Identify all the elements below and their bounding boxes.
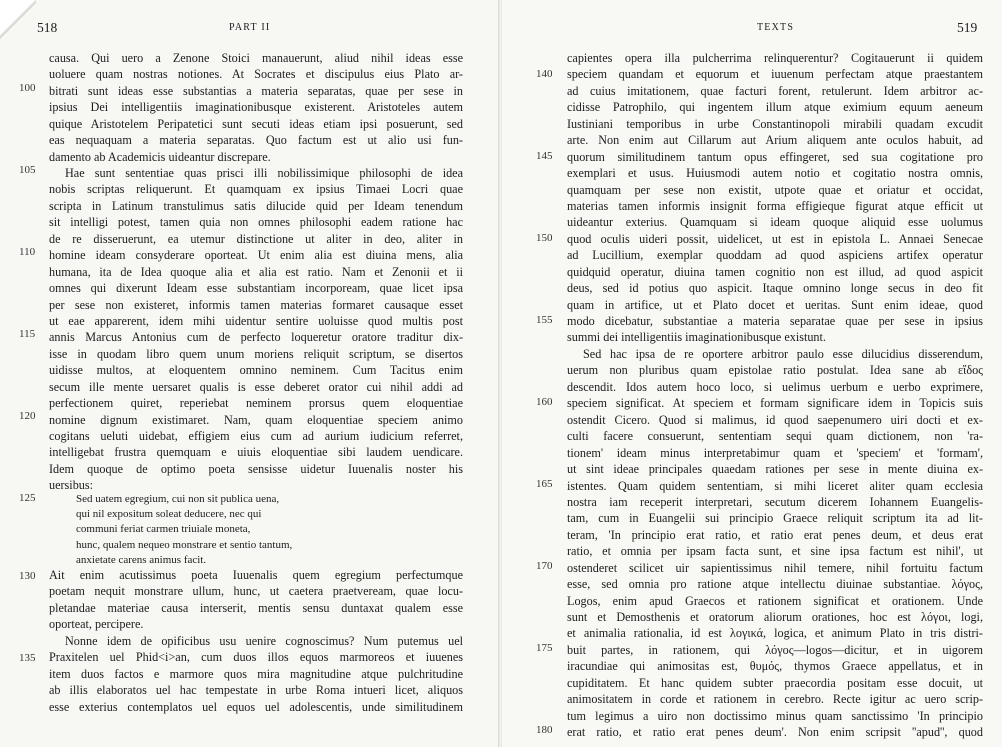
verse-line: communi feriat carmen triuiale moneta, — [76, 523, 251, 536]
text-line: eas nequaquam a materia separatas. Quo factum est ut alio usi fun- — [49, 133, 463, 148]
text-line: summi dei intelligentiis imaginationibusque existunt. — [567, 330, 826, 345]
text-line: quique Aristotelem Peripatetici sunt secuti ideas etiam ipsi posuerunt, sed — [49, 116, 463, 131]
left-paragraph-1 — [49, 50, 463, 165]
text-line: quod oculis uideri possit, uidelicet, ut est in epistola L. Annaei Senecae — [567, 231, 983, 246]
right-running-head: TEXTS — [757, 22, 795, 33]
text-line: bitrati sunt ideas esse substantias a materia separatas, quae per sese in — [49, 83, 463, 98]
text-line: annis Marcus Antonius cum de perfecto loqueretur oratore traditur dix- — [49, 330, 463, 345]
line-number: 105 — [19, 164, 36, 176]
text-line: teram, 'In principio erat ratio, et ratio erat penes deum, et deus erat — [567, 527, 983, 542]
line-number: 170 — [536, 560, 553, 572]
line-number: 155 — [536, 314, 553, 326]
verse-line: Sed uatem egregium, cui non sit publica uena, — [76, 493, 280, 505]
text-line: tam, cum in Euangelii sui principio Graece reliquit scriptum ita ad lit- — [567, 511, 983, 526]
text-line: cidisse Patrophilo, qui ingentem illum atque eximium equum aeneum — [567, 100, 983, 115]
text-line: quidquid operatur, diuina tamen cognitio non est illud, ad quod aspicit — [567, 264, 983, 279]
text-line: item duos factos e marmore quos mira magnitudine atque pulchritudine — [49, 666, 463, 681]
text-line: per sese non existeret, informis tamen materias formaret causaque esset — [49, 297, 463, 312]
line-number: 130 — [19, 570, 36, 582]
text-line: isse in quodam libro quem unum moriens reliquit scriptum, se disertos — [49, 346, 463, 361]
text-line: buit partes, in rationem, qui λόγος—logos—dicitur, et in uigorem — [567, 642, 983, 657]
left-page-number: 518 — [37, 20, 58, 35]
text-line: pletandae materiae causa interserit, mentis sensu duntaxat qualem esse — [49, 600, 463, 615]
text-line: humana, ita de Idea quoque alia et alia est ratio. Nam et Zenonii et ii — [49, 264, 463, 279]
right-page — [502, 0, 1002, 747]
text-line: damento ab Academicis uideantur discrepare. — [49, 149, 271, 164]
right-paragraph-2 — [567, 346, 983, 741]
line-number: 180 — [536, 724, 553, 736]
line-number: 160 — [536, 396, 553, 408]
text-line: ut sint ideae principales quaedam rationes per sese in mente diuina ex- — [567, 462, 983, 477]
text-line: poetam nequit monstrare ullum, hunc, ut caetera praetveream, quae locu- — [49, 584, 463, 599]
text-line: Idem quoque de optimo poeta sensisse uidetur Iuuenalis noster his — [49, 461, 463, 476]
text-line: cupiditatem. Et hanc quidem subter praecordia positam esse docuit, ut — [567, 675, 983, 690]
left-paragraph-4 — [49, 633, 463, 715]
verse-line: anxietate carens animus facit. — [76, 553, 207, 566]
text-line: uersibus: — [49, 478, 94, 493]
text-line: et animalia rationalia, id est λογικά, logica, et animum Plato in tris distri- — [567, 626, 983, 641]
text-line: capientes opera illa pulcherrima relinquerentur? Cogitauerunt ii quidem — [567, 51, 983, 65]
left-paragraph-3 — [49, 567, 463, 633]
line-number: 115 — [19, 328, 36, 340]
left-running-head: PART II — [229, 22, 271, 33]
line-number: 175 — [536, 642, 553, 654]
line-number: 165 — [536, 478, 553, 490]
text-line: ratio, et omnia per ipsam facta sunt, et sine ipsa factum est nihil', ut — [567, 544, 983, 559]
text-line: homine ideam consyderare oporteat. Ut enim alia est diuina mens, alia — [49, 248, 463, 263]
text-line: oporteat, percipere. — [49, 617, 144, 632]
text-line: esse exterius contemplatos uel equos uel adolescentis, unde similitudinem — [49, 699, 463, 714]
text-line: esse, sed omnia pro ratione atque intellectu diuinae substantiae. λόγος, — [567, 577, 983, 592]
verse-line: qui nil expositum soleat deducere, nec qui — [76, 508, 262, 521]
text-line: animositatem in corde et rationem in cerebro. Recte igitur ac uero scrip- — [567, 692, 983, 707]
page-curl — [0, 0, 36, 40]
text-line: ab illis elaboratos uel hac tempestate in urbe Roma intueri licet, aliquos — [49, 683, 463, 698]
line-number: 145 — [536, 150, 553, 162]
text-line: uidisse multos, at eloquentem omnino neminem. Cum Tacitus enim — [49, 363, 463, 378]
text-line: quamquam per sese non existit, utpote quae et oriatur et occidat, — [567, 182, 983, 197]
verse-quotation — [76, 492, 456, 568]
text-line: speciem quandam et equorum et iuuenum perfectam atque praestantem — [567, 67, 983, 82]
text-line: ostendit Cicero. Quod si malimus, id quod saepenumero uiri docti et ex- — [567, 412, 983, 427]
line-number: 120 — [19, 410, 36, 422]
text-line: secum ille mente uersaret qualis is esse deberet orator cui nihil addi ad — [49, 379, 463, 394]
text-line: tionem' ideam minus interpretabimur quam et 'speciem' et 'formam', — [567, 445, 983, 460]
line-number: 110 — [19, 246, 36, 258]
text-line: uideantur exterius. Quamquam si ideam quoque aliquid esse uolumus — [567, 215, 983, 230]
text-line: Hae sunt sententiae quas prisci illi nobilissimique philosophi de idea — [65, 166, 463, 180]
line-number: 135 — [19, 652, 36, 664]
verse-line: hunc, qualem nequeo monstrare et sentio tantum, — [76, 538, 293, 551]
text-line: deus, sed id potius quo aspicit. Itaque omnino longe secus in deo fit — [567, 281, 983, 296]
text-line: quorum similitudinem tantum opus effingeret, sed sua cogitatione pro — [567, 149, 983, 164]
text-line: ostenderet scilicet uir sapientissimus nihil temere, nihil fortuitu factum — [567, 560, 983, 575]
text-line: Praxitelen uel Phid<i>an, cum duos illos equos marmoreos et iuuenes — [49, 650, 463, 665]
text-line: sit intelligi potest, tamen quia non omnes philosophi eadem ratione hac — [49, 215, 463, 230]
text-line: nobis scriptas reliquerunt. Et quamquam ex ipsius Timaei Locri quae — [49, 182, 463, 197]
text-line: cogitans ueluti uidebat, effigiem eius cum ad aurium iudicium referret, — [49, 429, 463, 443]
text-line: ut eae apparerent, idem mihi uidentur sentire uoluisse quod multis post — [49, 313, 463, 328]
text-line: quam in artifice, ut et Plato docet et ueritas. Sunt enim ideae, quod — [567, 297, 983, 312]
text-line: sunt et Demosthenis et oratorum aliorum orationes, hoc est λόγοι, logi, — [567, 610, 983, 624]
text-line: erat ratio, et ratio erat penes deum'. Non enim scripsit ''apud'', quod — [567, 725, 983, 740]
text-line: Sed hac ipsa de re oportere arbitror paulo esse dilucidius disserendum, — [583, 347, 983, 361]
text-line: ad cuius imitationem, quae facturi forent, retulerunt. Idem arbitror ac- — [567, 83, 983, 98]
text-line: nomine dignum existimaret. Nam, quam eloquentiae speciem animo — [49, 412, 463, 427]
text-line: nostra iam receperit interpretari, secutum dicerem Iohannem Euangelis- — [567, 494, 983, 509]
text-line: perfectionem quiret, reperiebat neminem prorsus quem eloquentiae — [49, 396, 463, 411]
text-line: scripta in Latinum transtulimus satis dilucide quid per Ideam tenendum — [49, 198, 463, 213]
text-line: istentes. Quam quidem sententiam, si mihi liceret aliter quam ecclesia — [567, 478, 983, 493]
text-line: arte. Non enim aut Cillarum aut Arium aliquem ante oculos habuit, ad — [567, 133, 983, 148]
text-line: de re disseruerunt, ea utemur distinctione ut aliter in deo, aliter in — [49, 231, 463, 246]
text-line: culti facere consuerunt, sententiam sequi quam dictionem, non 'ra- — [567, 429, 983, 444]
text-line: modo dicebatur, substantiae a materia separatae quae per sese in ipsius — [567, 314, 983, 328]
left-page — [0, 0, 500, 747]
line-number: 150 — [536, 232, 553, 244]
text-line: uerum non pluribus quam epistolae ratio postulat. Idea sane ab εἴδος — [567, 363, 983, 378]
left-paragraph-2 — [49, 165, 463, 494]
text-line: materias tamen informis insignit forma effigieque figurat atque efficit ut — [567, 198, 983, 213]
text-line: ad Lucillium, exemplar quoddam ad quod aspiciens artifex operatur — [567, 248, 983, 263]
text-line: exemplari et usus. Huiusmodi autem notio et cogitatio nostra omnis, — [567, 166, 983, 181]
line-number: 100 — [19, 82, 36, 94]
text-line: causa. Qui uero a Zenone Stoici manauerunt, aliud nihil ideas esse — [49, 51, 463, 65]
text-line: Nonne idem de opificibus usu uenire cognoscimus? Num putemus uel — [65, 634, 463, 648]
text-line: descendit. Idos autem hoco loco, si uelimus uerbum e uerbo exprimere, — [567, 379, 983, 394]
text-line: uoluere quam nostras notiones. At Socrates et discipulus eius Plato ar- — [49, 67, 463, 82]
text-line: tum legimus a uiro non doctissimo minus quam sanctissimo 'In principio — [567, 708, 983, 723]
text-line: omnes qui dixerunt Ideam esse substantiam incorpoream, quae licet ipsa — [49, 281, 463, 296]
right-page-number: 519 — [957, 20, 978, 35]
right-paragraph-1 — [567, 50, 983, 346]
text-line: intelligebat frustra quemquam e uiuis eloquentiae sibi laudem uendicare. — [49, 445, 463, 460]
line-number: 140 — [536, 68, 553, 80]
text-line: Iustiniani temporibus in urbe Constantinopoli mirabili quadam excudit — [567, 116, 983, 131]
text-line: Logos, enim apud Graecos et rationem significat et orationem. Unde — [567, 593, 983, 608]
text-line: Ait enim acutissimus poeta Iuuenalis quem egregium perfectumque — [49, 568, 463, 582]
line-number: 125 — [19, 492, 36, 504]
text-line: iracundiae qui animositas est, θυμός, thymos Graece appellatus, et in — [567, 659, 983, 674]
text-line: ipsius Dei intelligentiis imaginationibusque existerent. Aristoteles autem — [49, 100, 463, 115]
text-line: speciem significat. At speciem et formam significare idem in Topicis suis — [567, 396, 983, 411]
